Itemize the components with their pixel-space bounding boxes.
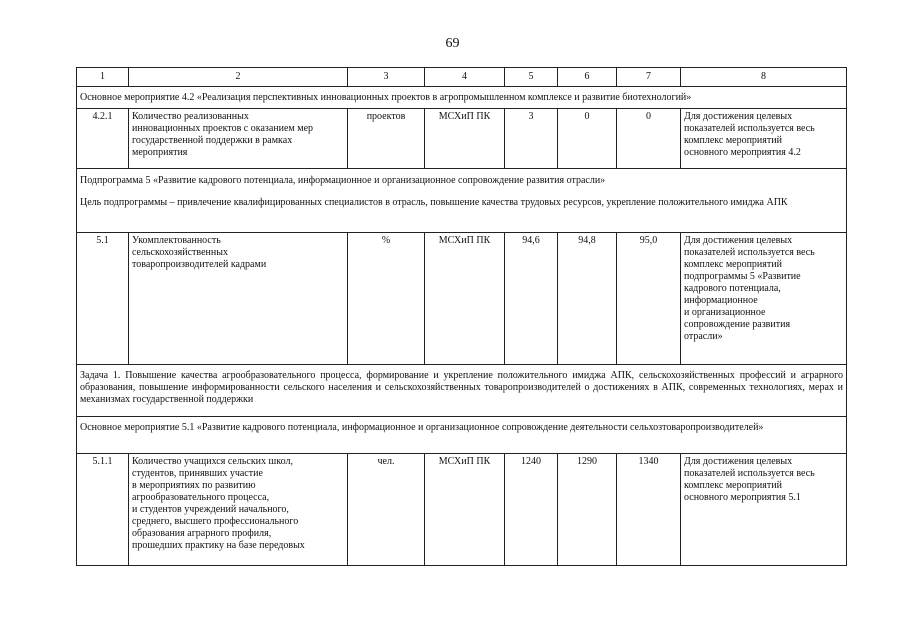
subprogram-5-title: Подпрограмма 5 «Развитие кадрового потенциала, информационное и организационное сопровождение развития отрасли» bbox=[80, 175, 606, 186]
column-header: 3 bbox=[348, 68, 425, 87]
note-line: и организационное bbox=[684, 307, 766, 318]
column-header: 6 bbox=[558, 68, 617, 87]
main-activity-5-1: Основное мероприятие 5.1 «Развитие кадрового потенциала, информационное и организационное сопровождение деятельности сельхозтоваропроизводителей» bbox=[77, 417, 847, 454]
executor: МСХиП ПК bbox=[425, 109, 505, 169]
column-header-row bbox=[77, 68, 847, 87]
indicators-table bbox=[76, 67, 847, 566]
note bbox=[681, 233, 847, 365]
unit: % bbox=[348, 233, 425, 365]
task-row bbox=[77, 365, 847, 417]
task-1: Задача 1. Повышение качества агрообразовательного процесса, формирование и укрепление положительного имиджа АПК, сельскохозяйственных профессий и аграрного образования, повышение информированности сельского населения и сельскохозяйственных товаропроизводителей о достижениях в АПК, современных технологиях, мерах и механизмах государственной поддержки bbox=[77, 365, 847, 417]
indicator-name-line: товаропроизводителей кадрами bbox=[132, 259, 267, 270]
indicator-name-line: прошедших практику на базе передовых bbox=[132, 540, 305, 551]
unit: чел. bbox=[348, 454, 425, 566]
subprogram-goal: Цель подпрограммы – привлечение квалифицированных специалистов в отрасль, повышение качества трудовых ресурсов, укрепление положительного имиджа АПК bbox=[80, 197, 788, 208]
indicator-name-line: инновационных проектов с оказанием мер bbox=[132, 123, 314, 134]
column-header: 8 bbox=[681, 68, 847, 87]
value-col-7: 1340 bbox=[617, 454, 681, 566]
note-line: сопровождение развития bbox=[684, 319, 791, 330]
table-row bbox=[77, 233, 847, 365]
indicator-name-line: среднего, высшего профессионального bbox=[132, 516, 299, 527]
indicator-name-line: образования аграрного профиля, bbox=[132, 528, 272, 539]
note-line: показателей используется весь bbox=[684, 247, 815, 258]
note-line: Для достижения целевых bbox=[684, 235, 793, 246]
indicator-name-line: агрообразовательного процесса, bbox=[132, 492, 270, 503]
section-row bbox=[77, 417, 847, 454]
column-header: 5 bbox=[505, 68, 558, 87]
column-header: 2 bbox=[129, 68, 348, 87]
indicator-name-line: в мероприятиях по развитию bbox=[132, 480, 256, 491]
executor: МСХиП ПК bbox=[425, 233, 505, 365]
indicator-name-line: Укомплектованность bbox=[132, 235, 221, 246]
indicator-name-line: государственной поддержки в рамках bbox=[132, 135, 293, 146]
page-number: 69 bbox=[445, 36, 460, 51]
note bbox=[681, 109, 847, 169]
unit: проектов bbox=[348, 109, 425, 169]
note-line: информационное bbox=[684, 295, 758, 306]
table-row bbox=[77, 109, 847, 169]
note-line: Для достижения целевых bbox=[684, 456, 793, 467]
table-row bbox=[77, 454, 847, 566]
note-line: отрасли» bbox=[684, 331, 723, 342]
value-col-7: 95,0 bbox=[617, 233, 681, 365]
value-col-5: 3 bbox=[505, 109, 558, 169]
value-col-6: 94,8 bbox=[558, 233, 617, 365]
column-header: 7 bbox=[617, 68, 681, 87]
main-activity-4-2: Основное мероприятие 4.2 «Реализация перспективных инновационных проектов в агропромышленном комплексе и развитие биотехнологий» bbox=[77, 87, 847, 109]
indicator-name-line: студентов, принявших участие bbox=[132, 468, 263, 479]
indicator-name-line: Количество реализованных bbox=[132, 111, 249, 122]
indicator-name bbox=[129, 233, 348, 365]
note-line: основного мероприятия 4.2 bbox=[684, 147, 801, 158]
value-col-5: 94,6 bbox=[505, 233, 558, 365]
note-line: основного мероприятия 5.1 bbox=[684, 492, 801, 503]
note bbox=[681, 454, 847, 566]
subprogram-cell bbox=[77, 169, 847, 233]
indicator-name-line: мероприятия bbox=[132, 147, 188, 158]
note-line: Для достижения целевых bbox=[684, 111, 793, 122]
indicator-name-line: Количество учащихся сельских школ, bbox=[132, 456, 293, 467]
note-line: комплекс мероприятий bbox=[684, 259, 782, 270]
row-number: 4.2.1 bbox=[77, 109, 129, 169]
note-line: кадрового потенциала, bbox=[684, 283, 781, 294]
note-line: показателей используется весь bbox=[684, 123, 815, 134]
subprogram-block bbox=[77, 169, 847, 233]
note-line: комплекс мероприятий bbox=[684, 135, 782, 146]
indicator-name-line: сельскохозяйственных bbox=[132, 247, 228, 258]
column-header: 1 bbox=[77, 68, 129, 87]
note-line: показателей используется весь bbox=[684, 468, 815, 479]
value-col-7: 0 bbox=[617, 109, 681, 169]
indicator-name-line: и студентов учреждений начального, bbox=[132, 504, 289, 515]
note-line: комплекс мероприятий bbox=[684, 480, 782, 491]
value-col-6: 1290 bbox=[558, 454, 617, 566]
column-header: 4 bbox=[425, 68, 505, 87]
value-col-6: 0 bbox=[558, 109, 617, 169]
indicator-name bbox=[129, 454, 348, 566]
row-number: 5.1 bbox=[77, 233, 129, 365]
indicator-name bbox=[129, 109, 348, 169]
note-line: подпрограммы 5 «Развитие bbox=[684, 271, 801, 282]
value-col-5: 1240 bbox=[505, 454, 558, 566]
row-number: 5.1.1 bbox=[77, 454, 129, 566]
executor: МСХиП ПК bbox=[425, 454, 505, 566]
section-row bbox=[77, 87, 847, 109]
